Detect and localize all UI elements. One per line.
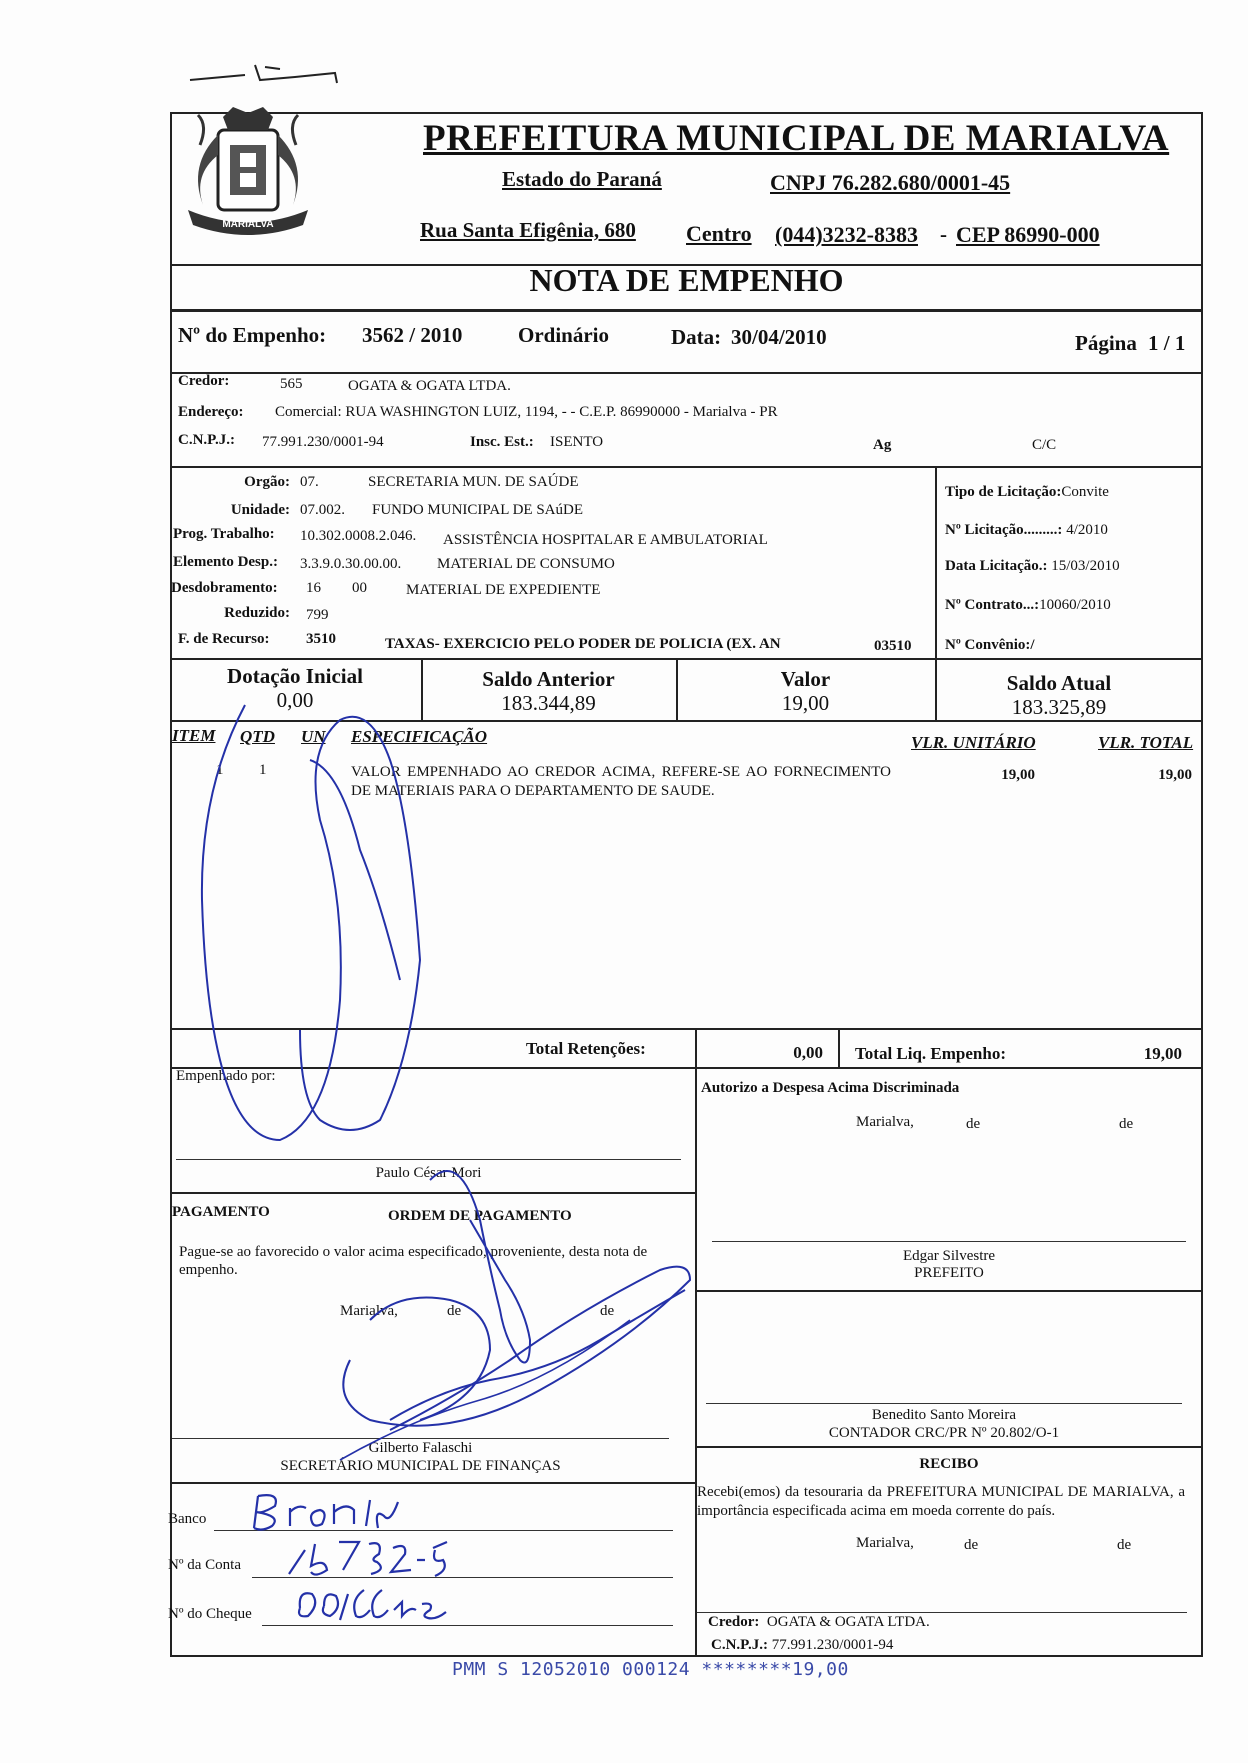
credor-cnpj-label: C.N.P.J.: — [178, 432, 235, 448]
state-name: Estado do Paraná — [502, 167, 662, 191]
date-label: Data: — [671, 325, 722, 349]
tipo-licitacao: Tipo de Licitação:Convite — [945, 484, 1109, 500]
credor-label: Credor: — [178, 373, 230, 389]
payment-stamp: PMM S 12052010 000124 ********19,00 — [452, 1659, 849, 1680]
prog-label: Prog. Trabalho: — [173, 526, 275, 542]
desd-code2: 00 — [352, 580, 367, 596]
pagamento-label: PAGAMENTO — [172, 1204, 270, 1220]
recibo-de2: de — [1117, 1537, 1132, 1553]
cep: CEP 86990-000 — [956, 222, 1100, 247]
credor-code: 565 — [280, 376, 303, 392]
item-total-value: 19,00 — [1158, 767, 1192, 783]
recibo-text: Recebi(emos) da tesouraria da PREFEITURA MUNICIPAL DE MARIALVA, a importância especificada acima em moeda corrente do país. — [697, 1484, 1185, 1519]
item-qtd: 1 — [259, 762, 267, 778]
elem-code: 3.3.9.0.30.00.00. — [300, 556, 402, 572]
reduzido-value: 799 — [306, 607, 329, 623]
signature-scribble — [190, 700, 480, 1160]
cheque-label: Nº do Cheque — [168, 1606, 252, 1622]
pagamento-city: Marialva, — [340, 1303, 398, 1319]
banco-label: Banco — [168, 1511, 207, 1527]
fonte-code2: 03510 — [874, 638, 912, 654]
insc-value: ISENTO — [550, 434, 604, 450]
empenho-date: 30/04/2010 — [731, 325, 827, 349]
total-retencoes-value: 0,00 — [793, 1043, 823, 1062]
address: Rua Santa Efigênia, 680 — [420, 218, 636, 242]
orgao-code: 07. — [300, 474, 319, 490]
recibo-credor: Credor: OGATA & OGATA LTDA. — [708, 1614, 930, 1630]
prog-code: 10.302.0008.2.046. — [300, 528, 417, 544]
unidade-name: FUNDO MUNICIPAL DE SAúDE — [372, 502, 583, 518]
municipality-title: PREFEITURA MUNICIPAL DE MARIALVA — [423, 118, 1170, 159]
divider — [170, 372, 1203, 374]
coat-of-arms-logo — [178, 105, 318, 255]
divider — [170, 466, 1203, 468]
conta-handwriting — [285, 1530, 455, 1582]
credor-address: Comercial: RUA WASHINGTON LUIZ, 1194, - - C.E.P. 86990000 - Marialva - PR — [275, 404, 778, 420]
fonte-label: F. de Recurso: — [178, 631, 270, 647]
numero-contrato: Nº Contrato...:10060/2010 — [945, 597, 1111, 613]
empenho-number: 3562 / 2010 — [362, 323, 463, 347]
pagamento-de2: de — [600, 1303, 615, 1319]
orgao-label: Orgão: — [244, 474, 290, 490]
total-retencoes-label: Total Retenções: — [526, 1039, 646, 1058]
col-spec-header: ESPECIFICAÇÃO — [351, 727, 488, 746]
signature-line — [697, 1612, 1187, 1613]
dotacao-value: 0,00 — [276, 688, 314, 712]
ordem-pagamento-label: ORDEM DE PAGAMENTO — [388, 1208, 572, 1224]
municipality-cnpj: CNPJ 76.282.680/0001-45 — [770, 170, 1011, 195]
saldo-atual-value: 183.325,89 — [1011, 695, 1107, 719]
valor-label: Valor — [780, 667, 831, 691]
pagamento-de1: de — [447, 1303, 462, 1319]
svg-text:MARIALVA: MARIALVA — [222, 219, 274, 230]
recibo-label: RECIBO — [919, 1456, 979, 1472]
divider — [695, 1290, 1203, 1292]
desd-code1: 16 — [306, 580, 321, 596]
col-total-header: VLR. TOTAL — [1098, 733, 1194, 752]
autorizo-label: Autorizo a Despesa Acima Discriminada — [701, 1080, 960, 1096]
saldo-anterior-value: 183.344,89 — [501, 691, 596, 715]
pagamento-text: Pague-se ao favorecido o valor acima especificado, proveniente, desta nota de empenho. — [179, 1244, 648, 1278]
cheque-handwriting — [290, 1580, 460, 1630]
page-number: 1 / 1 — [1148, 331, 1186, 355]
divider — [695, 1028, 697, 1068]
autorizo-de2: de — [1119, 1116, 1134, 1132]
phone: (044)3232-8383 — [775, 222, 918, 247]
recibo-de1: de — [964, 1537, 979, 1553]
divider — [695, 1446, 1203, 1448]
item-spec: VALOR EMPENHADO AO CREDOR ACIMA, REFERE-SE AO FORNECIMENTO DE MATERIAIS PARA O DEPARTAMENTO DE SAUDE. — [351, 764, 891, 799]
numero-licitacao: Nº Licitação.........: 4/2010 — [945, 522, 1108, 538]
empenhado-label: Empenhado por: — [176, 1068, 276, 1084]
col-unit-header: VLR. UNITÁRIO — [911, 733, 1036, 752]
signature-line — [706, 1403, 1182, 1404]
desd-name: MATERIAL DE EXPEDIENTE — [406, 582, 601, 598]
district: Centro — [686, 221, 752, 246]
saldo-anterior-label: Saldo Anterior — [482, 667, 615, 691]
col-item-header: ITEM — [172, 726, 216, 745]
ag-label: Ag — [873, 437, 892, 453]
prog-name: ASSISTÊNCIA HOSPITALAR E AMBULATORIAL — [443, 532, 768, 548]
separator-dash: - — [940, 222, 947, 246]
total-liquido-label: Total Liq. Empenho: — [855, 1044, 1006, 1063]
orgao-name: SECRETARIA MUN. DE SAÚDE — [368, 474, 579, 490]
cc-label: C/C — [1032, 437, 1057, 453]
elem-label: Elemento Desp.: — [173, 554, 278, 570]
divider — [170, 1482, 695, 1484]
endereco-label: Endereço: — [178, 404, 244, 420]
data-licitacao: Data Licitação.: 15/03/2010 — [945, 558, 1120, 574]
secretario-name: Gilberto Falaschi — [368, 1440, 473, 1456]
prefeito-role: PREFEITO — [914, 1265, 984, 1281]
col-qtd-header: QTD — [240, 727, 275, 746]
credor-name: OGATA & OGATA LTDA. — [348, 378, 511, 394]
divider — [170, 658, 1203, 660]
insc-label: Insc. Est.: — [470, 434, 534, 450]
empenho-number-label: Nº do Empenho: — [178, 323, 327, 347]
col-un-header: UN — [301, 727, 326, 746]
credor-cnpj: 77.991.230/0001-94 — [262, 434, 384, 450]
autorizo-city: Marialva, — [856, 1114, 914, 1130]
signature-line — [712, 1241, 1186, 1242]
divider — [170, 309, 1203, 312]
recibo-city: Marialva, — [856, 1535, 914, 1551]
numero-convenio: Nº Convênio:/ — [945, 637, 1035, 653]
divider — [838, 1028, 840, 1068]
item-number: 1 — [216, 762, 224, 778]
dotacao-label: Dotação Inicial — [227, 664, 363, 688]
fonte-code: 3510 — [306, 631, 336, 647]
valor-value: 19,00 — [781, 691, 830, 715]
top-scribble — [185, 55, 355, 90]
item-unit-value: 19,00 — [1001, 767, 1035, 783]
desd-label: Desdobramento: — [171, 580, 278, 596]
prefeito-name: Edgar Silvestre — [902, 1248, 996, 1264]
page-label: Página — [1075, 331, 1137, 355]
secretario-role: SECRETÁRIO MUNICIPAL DE FINANÇAS — [280, 1458, 561, 1474]
empenhado-name: Paulo César Mori — [375, 1165, 482, 1181]
recibo-cnpj: C.N.P.J.: 77.991.230/0001-94 — [711, 1637, 894, 1653]
fonte-name: TAXAS- EXERCICIO PELO PODER DE POLICIA (EX. AN — [385, 636, 781, 652]
unidade-code: 07.002. — [300, 502, 345, 518]
total-liquido-value: 19,00 — [1143, 1044, 1182, 1063]
document-title: NOTA DE EMPENHO — [529, 262, 844, 298]
autorizo-de1: de — [966, 1116, 981, 1132]
payment-signature — [330, 1160, 700, 1470]
conta-label: Nº da Conta — [168, 1557, 241, 1573]
elem-name: MATERIAL DE CONSUMO — [437, 556, 615, 572]
empenho-type: Ordinário — [518, 323, 610, 347]
contador-role: CONTADOR CRC/PR Nº 20.802/O-1 — [828, 1425, 1060, 1441]
unidade-label: Unidade: — [230, 502, 290, 518]
divider — [935, 466, 937, 658]
contador-name: Benedito Santo Moreira — [871, 1407, 1017, 1423]
reduzido-label: Reduzido: — [224, 605, 290, 621]
saldo-atual-label: Saldo Atual — [1006, 671, 1112, 695]
